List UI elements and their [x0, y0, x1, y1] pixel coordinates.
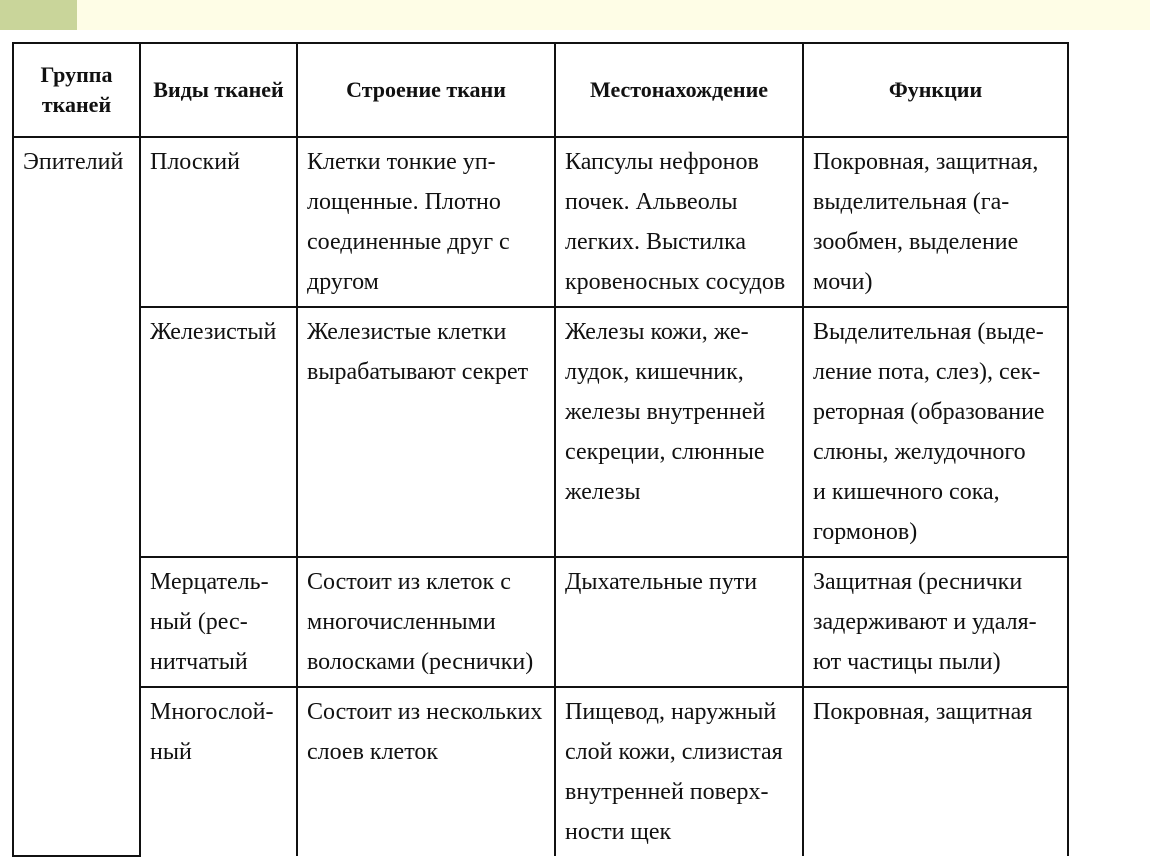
table-header-row: [13, 43, 1068, 137]
table-row: [13, 687, 1068, 856]
function-cell: Покровная, защитная: [803, 687, 1068, 856]
type-cell: Железистый: [140, 307, 297, 557]
structure-cell: Состоит из клеток с многочисленными волосками (реснички): [297, 557, 555, 687]
tissue-table: [12, 42, 1069, 857]
function-cell: Защитная (реснички задерживают и удаля- ют частицы пыли): [803, 557, 1068, 687]
function-cell: Покровная, защитная, выделительная (га- зообмен, выделение мочи): [803, 137, 1068, 307]
location-cell: Дыхательные пути: [555, 557, 803, 687]
type-cell: Многослой- ный: [140, 687, 297, 856]
header-group: Группа тканей: [13, 43, 140, 137]
location-cell: Капсулы нефронов почек. Альвеолы легких. Выстилка кровеносных сосудов: [555, 137, 803, 307]
top-accent-square: [0, 0, 77, 30]
top-banner: [0, 0, 1150, 30]
structure-cell: Железистые клетки вырабатывают секрет: [297, 307, 555, 557]
table-row: [13, 307, 1068, 557]
location-cell: Железы кожи, же- лудок, кишечник, железы внутренней секреции, слюнные железы: [555, 307, 803, 557]
location-cell: Пищевод, наружный слой кожи, слизистая внутренней поверх- ности щек: [555, 687, 803, 856]
header-types: Виды тканей: [140, 43, 297, 137]
function-cell: Выделительная (выде- ление пота, слез), сек- реторная (образование слюны, желудочного и кишечного сока, гормонов): [803, 307, 1068, 557]
table-row: [13, 557, 1068, 687]
structure-cell: Клетки тонкие уп- лощенные. Плотно соединенные друг с другом: [297, 137, 555, 307]
header-structure: Строение ткани: [297, 43, 555, 137]
type-cell: Мерцатель- ный (рес- нитчатый: [140, 557, 297, 687]
type-cell: Плоский: [140, 137, 297, 307]
group-cell: Эпителий: [13, 137, 140, 856]
header-location: Местонахождение: [555, 43, 803, 137]
header-functions: Функции: [803, 43, 1068, 137]
table-row: [13, 137, 1068, 307]
structure-cell: Состоит из нескольких слоев клеток: [297, 687, 555, 856]
